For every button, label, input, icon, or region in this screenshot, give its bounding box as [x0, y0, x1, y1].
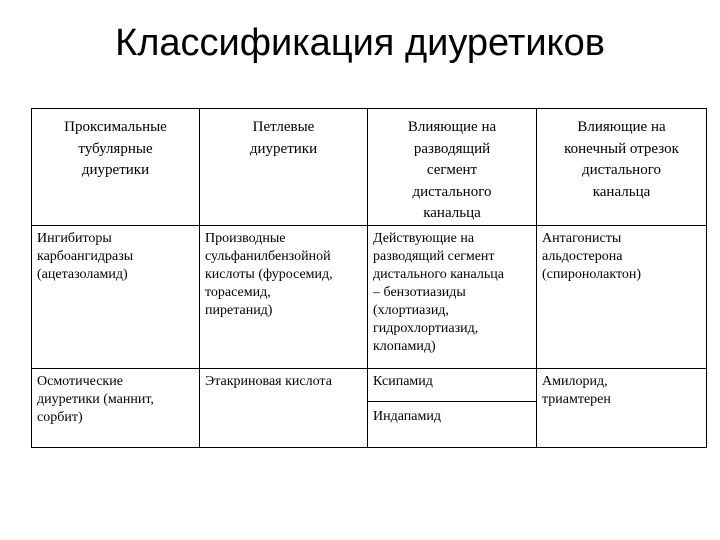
- table-cell: Осмотические диуретики (маннит, сорбит): [32, 368, 200, 447]
- table-cell: Антагонисты альдостерона (спиронолактон): [537, 225, 707, 368]
- header-diluting-segment: Влияющие на разводящий сегмент дистального канальца: [368, 109, 537, 226]
- table-cell: Производные сульфанилбензойной кислоты (фуросемид, торасемид, пиретанид): [200, 225, 368, 368]
- header-loop: Петлевые диуретики: [200, 109, 368, 226]
- table-row: [32, 368, 707, 447]
- slide-title: Классификация диуретиков: [115, 22, 605, 64]
- header-terminal-segment: Влияющие на конечный отрезок дистального канальца: [537, 109, 707, 226]
- diuretics-classification-table: [31, 108, 707, 448]
- table-cell: Амилорид, триамтерен: [537, 368, 707, 447]
- table-row: [32, 225, 707, 368]
- table-subcell: Ксипамид: [368, 369, 536, 402]
- table-subcell: Индапамид: [373, 408, 441, 424]
- table-cell: Действующие на разводящий сегмент дистального канальца – бензотиазиды (хлортиазид, гидрохлортиазид, клопамид): [368, 225, 537, 368]
- table-cell: Ингибиторы карбоангидразы (ацетазоламид): [32, 225, 200, 368]
- table-cell: Этакриновая кислота: [200, 368, 368, 447]
- table-header-row: [32, 109, 707, 226]
- header-proximal: Проксимальные тубулярные диуретики: [32, 109, 200, 226]
- table-cell-split: [368, 368, 537, 447]
